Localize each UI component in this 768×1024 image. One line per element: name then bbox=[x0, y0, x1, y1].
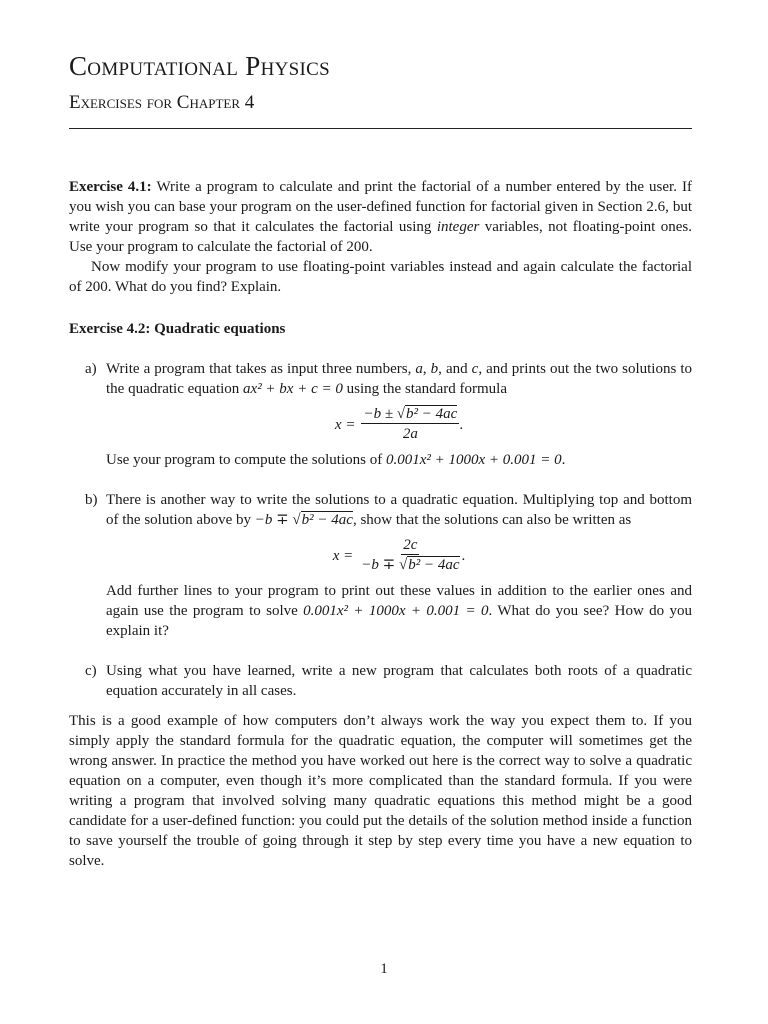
exercise-4-1-text-a: Write a program to calculate and print the factorial of a number entered by the user. If you wish you can base your program on the user-defined function for factorial given in Section 2.6, but write your program so that it calculates the factorial using bbox=[69, 179, 692, 235]
exercise-4-1-paragraph-1 bbox=[69, 177, 692, 257]
item-b-text bbox=[106, 490, 692, 530]
exercise-4-1-label: Exercise 4.1: bbox=[69, 179, 152, 195]
formula-alternative-den-pre: −b ∓ √ bbox=[361, 557, 408, 573]
list-marker-a: a) bbox=[85, 361, 97, 377]
exercise-4-1-paragraph-2: Now modify your program to use floating-point variables instead and again calculate the factorial of 200. What do you find? Explain. bbox=[69, 259, 692, 295]
formula-standard-end: . bbox=[459, 416, 464, 433]
item-a-text bbox=[106, 359, 692, 399]
formula-alternative-end: . bbox=[461, 547, 466, 564]
list-item-a bbox=[69, 359, 692, 470]
list-item-b bbox=[69, 490, 692, 641]
item-a-sep-2: , and bbox=[438, 361, 472, 377]
formula-standard-denominator: 2a bbox=[402, 426, 418, 442]
list-marker-c: c) bbox=[85, 663, 97, 679]
item-a-use-end: . bbox=[561, 452, 566, 468]
formula-standard bbox=[106, 405, 692, 444]
item-b-add-equation: 0.001x² + 1000x + 0.001 = 0 bbox=[303, 603, 489, 619]
formula-alternative-denominator bbox=[359, 555, 461, 575]
item-a-text-1: Write a program that takes as input three numbers, bbox=[106, 361, 416, 377]
item-b-add-2: . What do you see? How do you explain it? bbox=[106, 603, 693, 639]
item-a-text-3: using the standard formula bbox=[342, 381, 508, 397]
item-a-text-2: , and prints out the two solutions to the quadratic equation bbox=[106, 361, 692, 397]
exercise-4-2-heading bbox=[69, 319, 692, 339]
item-a-use-text: Use your program to compute the solutions of bbox=[106, 452, 386, 468]
item-b-add-text bbox=[106, 581, 692, 641]
item-a-use-line bbox=[106, 450, 692, 470]
item-a-use-equation: 0.001x² + 1000x + 0.001 = 0 bbox=[385, 452, 562, 468]
var-a: a bbox=[415, 361, 423, 377]
item-b-expr-radicand: b² − 4ac bbox=[301, 512, 353, 528]
formula-alternative-numerator: 2c bbox=[403, 537, 418, 553]
item-b-text-1: There is another way to write the solutions to a quadratic equation. Multiplying top and bottom of the solution above by bbox=[106, 492, 692, 528]
var-c: c bbox=[471, 361, 479, 377]
formula-alternative-fraction bbox=[359, 536, 461, 575]
closing-paragraph: This is a good example of how computers don’t always work the way you expect them to. If you simply apply the standard formula for the quadratic equation, the computer will sometimes get the wrong answer. In practice the method you have worked out here is the correct way to solve a quadratic equation on a computer, even though it’s more complicated than the standard formula. If you were writing a program that involved solving many quadratic equations this method might be a good candidate for a user-defined function: you could put the details of the solution method inside a function to save yourself the trouble of going through it step by step every time you have a new equation to solve. bbox=[69, 713, 692, 869]
formula-alternative bbox=[106, 536, 692, 575]
formula-alternative-lhs: x = bbox=[332, 547, 354, 564]
page-number: 1 bbox=[380, 961, 388, 977]
item-a-sep-1: , bbox=[422, 361, 431, 377]
formula-standard-radicand: b² − 4ac bbox=[406, 406, 458, 422]
formula-standard-fraction bbox=[361, 405, 459, 444]
item-b-text-2: , show that the solutions can also be written as bbox=[352, 512, 632, 528]
document-page bbox=[69, 50, 692, 871]
inline-equation-quadratic: ax² + bx + c = 0 bbox=[243, 381, 343, 397]
exercise-4-1-text-b: variables, not floating-point ones. Use your program to calculate the factorial of 200. bbox=[69, 219, 692, 255]
document-subtitle: Exercises for Chapter 4 bbox=[69, 92, 255, 113]
formula-alternative-radicand: b² − 4ac bbox=[408, 557, 460, 573]
formula-standard-numerator bbox=[361, 405, 459, 424]
formula-standard-lhs: x = bbox=[334, 416, 356, 433]
item-b-add-1: Add further lines to your program to print out these values in addition to the earlier ones and again use the program to solve bbox=[106, 583, 692, 619]
list-item-c bbox=[69, 661, 692, 701]
exercise-4-2-heading-text: Exercise 4.2: Quadratic equations bbox=[69, 321, 286, 337]
exercise-4-1-emphasis: integer bbox=[436, 219, 480, 235]
var-b: b bbox=[430, 361, 439, 377]
item-c-text: Using what you have learned, write a new program that calculates both roots of a quadratic equation accurately in all cases. bbox=[106, 663, 692, 699]
header-rule bbox=[69, 128, 692, 129]
document-title: Computational Physics bbox=[69, 51, 330, 81]
item-b-expr-pre: −b ∓ √ bbox=[254, 512, 301, 528]
list-marker-b: b) bbox=[85, 492, 98, 508]
item-b-expression bbox=[255, 511, 353, 528]
formula-standard-num-pre: −b ± √ bbox=[363, 406, 406, 422]
